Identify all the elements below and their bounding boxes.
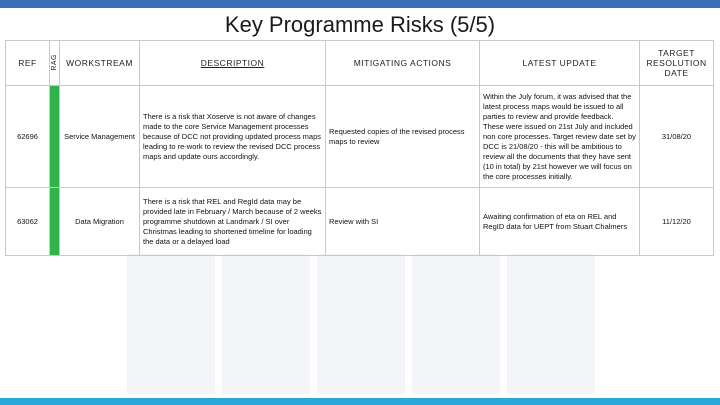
risks-table xyxy=(5,40,714,256)
top-accent-bar xyxy=(0,0,720,8)
header-target-resolution-date: TARGET RESOLUTION DATE xyxy=(640,41,714,86)
cell-mitigating-actions: Requested copies of the revised process maps to review xyxy=(326,86,480,188)
header-workstream: WORKSTREAM xyxy=(60,41,140,86)
background-panel xyxy=(127,254,215,394)
cell-mitigating-actions: Review with SI xyxy=(326,188,480,256)
cell-target-date: 11/12/20 xyxy=(640,188,714,256)
header-latest-update: LATEST UPDATE xyxy=(480,41,640,86)
table-row xyxy=(6,188,714,256)
table-row xyxy=(6,86,714,188)
cell-description: There is a risk that Xoserve is not aware of changes made to the core Service Management processes because of DCC not providing updated process maps leading to re-work to review the revised DCC process maps and update ours accordingly. xyxy=(140,86,326,188)
cell-target-date: 31/08/20 xyxy=(640,86,714,188)
background-panel xyxy=(507,254,595,394)
background-panel xyxy=(222,254,310,394)
cell-workstream: Service Management xyxy=(60,86,140,188)
cell-ref: 63062 xyxy=(6,188,50,256)
header-rag-label: RAG xyxy=(51,53,58,71)
slide-title: Key Programme Risks (5/5) xyxy=(224,12,496,37)
header-mitigating-actions: MITIGATING ACTIONS xyxy=(326,41,480,86)
rag-status-green xyxy=(50,86,60,188)
background-panel xyxy=(412,254,500,394)
cell-description: There is a risk that REL and RegId data may be provided late in February / March because of 2 weeks programme shutdown at Landmark / SI over Christmas leading to shortened timeline for loading the data or a delayed load xyxy=(140,188,326,256)
header-rag xyxy=(50,41,60,86)
rag-status-green xyxy=(50,188,60,256)
cell-latest-update: Within the July forum, it was advised that the latest process maps would be issued to all parties to review and provide feedback. These were issued on 21st July and included non core processes. Target review date set by DCC is 21/08/20 - this will be ambitious to review all the documents that they have sent (10 in total) by 21st however we will focus on the core processes initially. xyxy=(480,86,640,188)
header-ref: REF xyxy=(6,41,50,86)
background-panel xyxy=(317,254,405,394)
table-header-row xyxy=(6,41,714,86)
cell-workstream: Data Migration xyxy=(60,188,140,256)
header-description: DESCRIPTION xyxy=(140,41,326,86)
cell-ref: 62696 xyxy=(6,86,50,188)
cell-latest-update: Awaiting confirmation of eta on REL and RegID data for UEPT from Stuart Chalmers xyxy=(480,188,640,256)
bottom-accent-bar xyxy=(0,398,720,405)
